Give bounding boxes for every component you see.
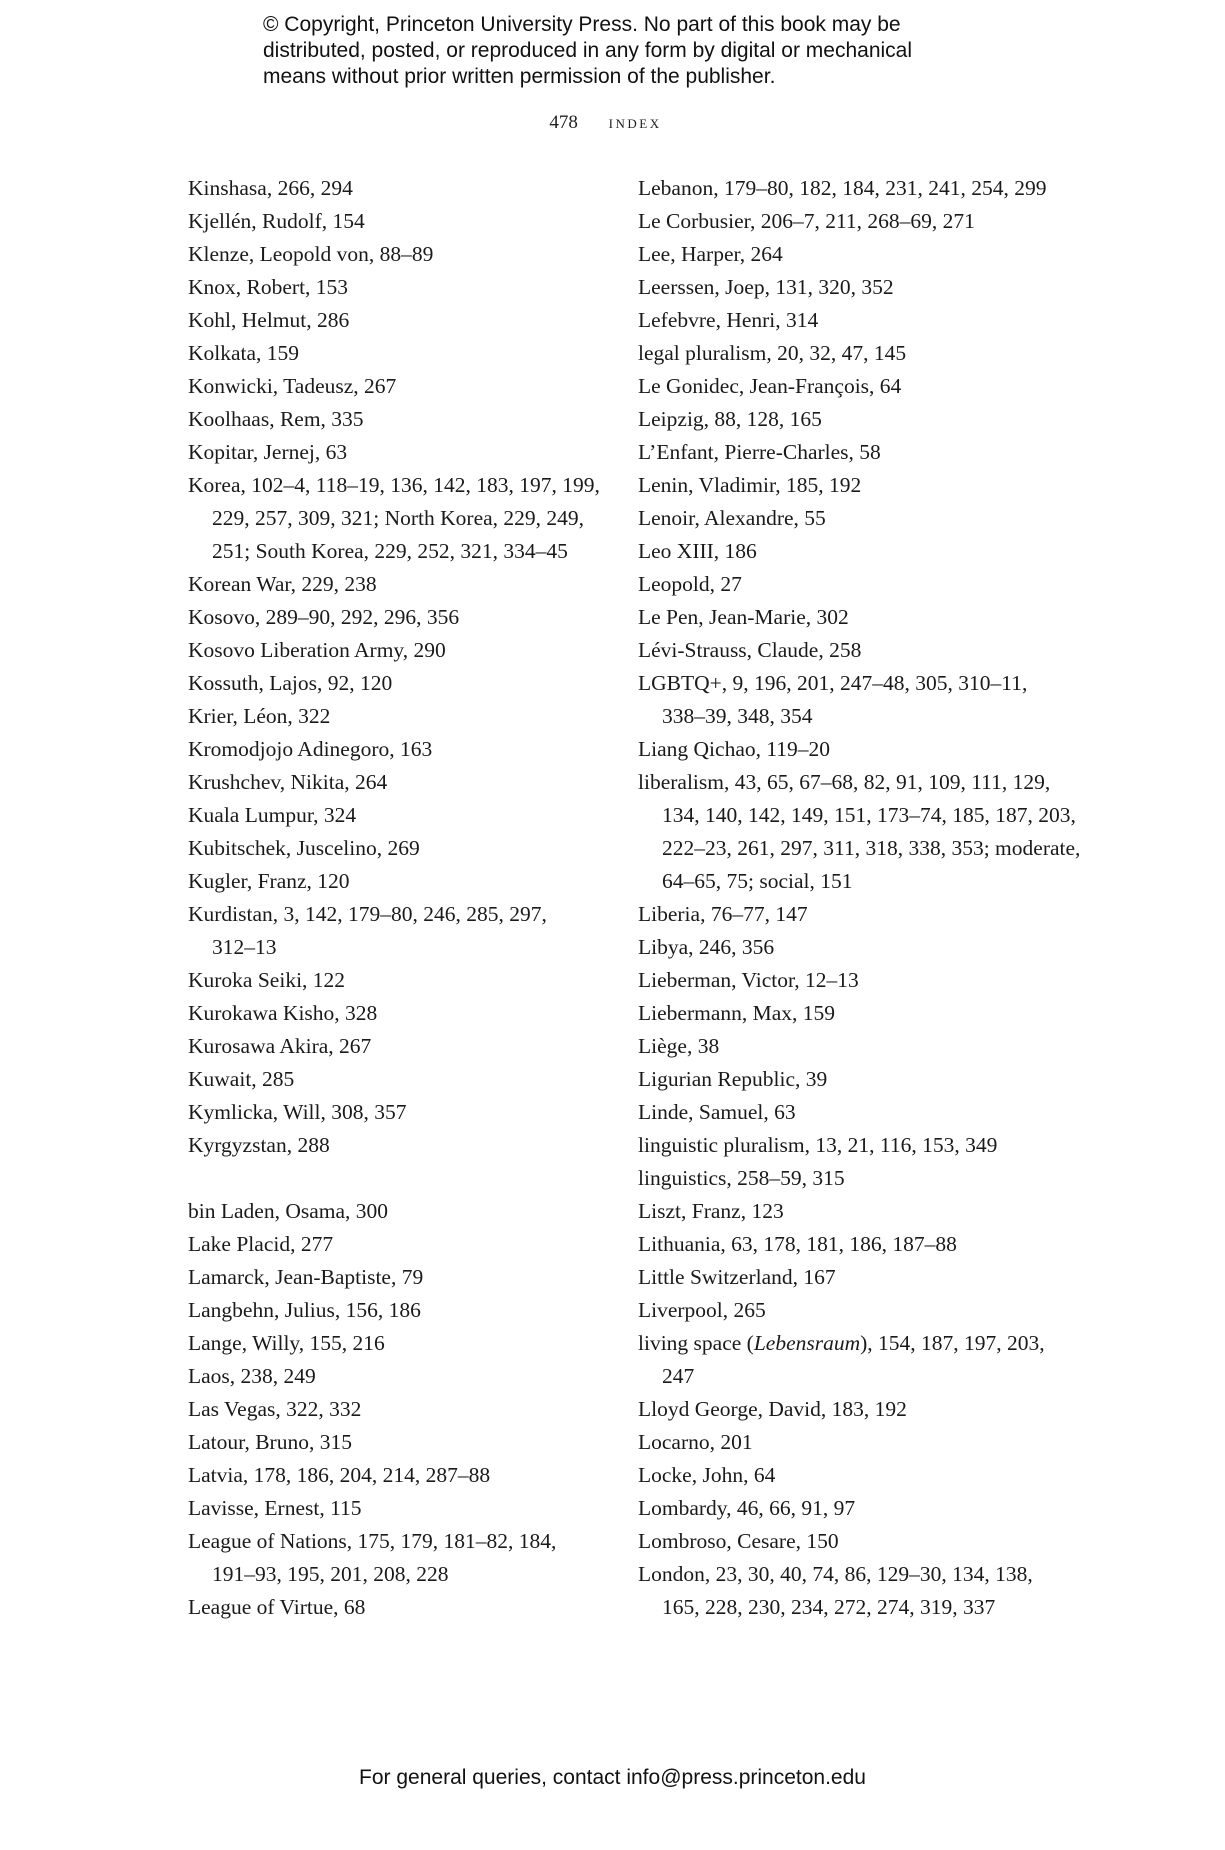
index-entry xyxy=(188,766,608,799)
index-column-left xyxy=(188,172,608,1624)
index-entry-line: Lamarck, Jean-Baptiste, 79 xyxy=(188,1265,424,1289)
index-entry xyxy=(188,271,608,304)
index-entry xyxy=(638,568,1058,601)
index-entry-line: L’Enfant, Pierre-Charles, 58 xyxy=(638,440,881,464)
index-entry-line: living space (Lebensraum), 154, 187, 197, 203, xyxy=(638,1331,1045,1355)
index-entry xyxy=(638,1162,1058,1195)
index-entry-line: Korean War, 229, 238 xyxy=(188,572,377,596)
index-column-right xyxy=(638,172,1081,1624)
index-entry xyxy=(638,1459,1058,1492)
index-entry-line: Kohl, Helmut, 286 xyxy=(188,308,350,332)
index-entry xyxy=(638,205,1058,238)
index-entry-continuation: 312–13 xyxy=(212,935,277,959)
index-entry xyxy=(638,667,1058,733)
index-entry xyxy=(188,469,608,568)
index-entry-line: Krier, Léon, 322 xyxy=(188,704,331,728)
index-entry xyxy=(188,1360,608,1393)
index-entry xyxy=(638,172,1058,205)
index-entry-line: Locke, John, 64 xyxy=(638,1463,776,1487)
index-entry xyxy=(188,1393,608,1426)
page-number: 478 xyxy=(549,112,578,133)
index-entry xyxy=(188,733,608,766)
index-entry-line: Lee, Harper, 264 xyxy=(638,242,783,266)
index-entry xyxy=(188,667,608,700)
index-entry xyxy=(638,1393,1058,1426)
index-entry-line: Lange, Willy, 155, 216 xyxy=(188,1331,385,1355)
index-entry-line: Locarno, 201 xyxy=(638,1430,753,1454)
index-entry xyxy=(188,1261,608,1294)
index-entry-line: Latvia, 178, 186, 204, 214, 287–88 xyxy=(188,1463,491,1487)
index-entry-line: Las Vegas, 322, 332 xyxy=(188,1397,362,1421)
index-entry xyxy=(188,238,608,271)
index-entry-line: Kolkata, 159 xyxy=(188,341,300,365)
index-entry-line: Linde, Samuel, 63 xyxy=(638,1100,796,1124)
index-entry-line: Kossuth, Lajos, 92, 120 xyxy=(188,671,393,695)
index-entry-line: Libya, 246, 356 xyxy=(638,935,775,959)
index-entry xyxy=(638,1327,1058,1393)
index-entry xyxy=(638,1228,1058,1261)
index-entry xyxy=(188,1063,608,1096)
index-entry xyxy=(638,271,1058,304)
index-entry-line: Kuala Lumpur, 324 xyxy=(188,803,357,827)
index-entry xyxy=(188,1096,608,1129)
index-entry xyxy=(638,766,1081,898)
index-entry xyxy=(188,337,608,370)
index-entry-line: Lombardy, 46, 66, 91, 97 xyxy=(638,1496,856,1520)
index-entry-line: Liebermann, Max, 159 xyxy=(638,1001,836,1025)
index-entry-line: Leerssen, Joep, 131, 320, 352 xyxy=(638,275,894,299)
section-title: index xyxy=(608,112,662,133)
index-group-k xyxy=(188,172,608,1162)
index-entry xyxy=(638,1261,1058,1294)
index-entry-line: League of Nations, 175, 179, 181–82, 184, xyxy=(188,1529,557,1553)
index-entry-line: Lévi-Strauss, Claude, 258 xyxy=(638,638,862,662)
index-entry-line: Kyrgyzstan, 288 xyxy=(188,1133,330,1157)
index-entry xyxy=(188,172,608,205)
index-entry xyxy=(188,898,608,964)
index-entry xyxy=(638,1030,1058,1063)
index-entry xyxy=(188,964,608,997)
footer-contact: For general queries, contact info@press.princeton.edu xyxy=(359,1766,866,1789)
index-entry-line: Leo XIII, 186 xyxy=(638,539,757,563)
index-entry-line: liberalism, 43, 65, 67–68, 82, 91, 109, 111, 129, xyxy=(638,770,1051,794)
index-entry-line: legal pluralism, 20, 32, 47, 145 xyxy=(638,341,907,365)
index-entry-line: Kinshasa, 266, 294 xyxy=(188,176,353,200)
index-entry-line: Little Switzerland, 167 xyxy=(638,1265,836,1289)
index-entry xyxy=(188,1195,608,1228)
index-entry xyxy=(638,337,1058,370)
index-entry-line: Lieberman, Victor, 12–13 xyxy=(638,968,859,992)
index-entry-continuation: 338–39, 348, 354 xyxy=(662,704,813,728)
index-entry xyxy=(188,1492,608,1525)
index-entry xyxy=(638,1294,1058,1327)
index-entry-line: Konwicki, Tadeusz, 267 xyxy=(188,374,397,398)
index-entry-continuation: 251; South Korea, 229, 252, 321, 334–45 xyxy=(212,539,568,563)
index-entry-line: Knox, Robert, 153 xyxy=(188,275,349,299)
index-entry-line: Le Pen, Jean-Marie, 302 xyxy=(638,605,849,629)
index-entry xyxy=(188,568,608,601)
index-entry-line: Korea, 102–4, 118–19, 136, 142, 183, 197, 199, xyxy=(188,473,600,497)
index-entry xyxy=(638,1129,1058,1162)
index-entry xyxy=(638,1426,1058,1459)
index-group-l-continued xyxy=(638,172,1081,1624)
index-entry-line: Lombroso, Cesare, 150 xyxy=(638,1529,839,1553)
index-entry-line: Lithuania, 63, 178, 181, 186, 187–88 xyxy=(638,1232,957,1256)
index-entry-line: Leopold, 27 xyxy=(638,572,742,596)
index-entry-line: Kurdistan, 3, 142, 179–80, 246, 285, 297, xyxy=(188,902,547,926)
index-entry-line: Ligurian Republic, 39 xyxy=(638,1067,828,1091)
index-entry-line: linguistics, 258–59, 315 xyxy=(638,1166,845,1190)
index-entry-line: Langbehn, Julius, 156, 186 xyxy=(188,1298,421,1322)
index-entry-line: Kosovo Liberation Army, 290 xyxy=(188,638,446,662)
index-entry xyxy=(188,832,608,865)
index-entry-line: Liverpool, 265 xyxy=(638,1298,766,1322)
index-entry-line: Liberia, 76–77, 147 xyxy=(638,902,808,926)
copyright-line: distributed, posted, or reproduced in any form by digital or mechanical xyxy=(263,39,913,62)
index-entry xyxy=(638,1195,1058,1228)
index-entry xyxy=(188,634,608,667)
index-entry-line: Lake Placid, 277 xyxy=(188,1232,334,1256)
index-entry-line: League of Virtue, 68 xyxy=(188,1595,366,1619)
index-entry-line: Lenoir, Alexandre, 55 xyxy=(638,506,826,530)
index-entry xyxy=(188,700,608,733)
index-entry-line: Laos, 238, 249 xyxy=(188,1364,316,1388)
index-entry xyxy=(638,997,1058,1030)
index-entry-line: Leipzig, 88, 128, 165 xyxy=(638,407,822,431)
index-entry xyxy=(188,1525,608,1591)
index-entry xyxy=(638,733,1058,766)
index-entry-line: Kuwait, 285 xyxy=(188,1067,295,1091)
index-entry xyxy=(188,997,608,1030)
index-entry-continuation: 222–23, 261, 297, 311, 318, 338, 353; moderate, xyxy=(662,836,1081,860)
index-entry-continuation: 191–93, 195, 201, 208, 228 xyxy=(212,1562,449,1586)
index-entry xyxy=(188,1228,608,1261)
index-entry-line: Liang Qichao, 119–20 xyxy=(638,737,831,761)
index-entry xyxy=(638,898,1058,931)
index-entry xyxy=(638,1525,1058,1558)
index-entry-line: bin Laden, Osama, 300 xyxy=(188,1199,389,1223)
index-entry xyxy=(638,1558,1058,1624)
index-entry xyxy=(188,1591,608,1624)
index-entry-line: LGBTQ+, 9, 196, 201, 247–48, 305, 310–11, xyxy=(638,671,1028,695)
index-entry xyxy=(188,799,608,832)
index-entry-continuation: 134, 140, 142, 149, 151, 173–74, 185, 187, 203, xyxy=(662,803,1076,827)
index-entry xyxy=(638,370,1058,403)
index-entry-continuation: 247 xyxy=(662,1364,695,1388)
index-entry-line: Lavisse, Ernest, 115 xyxy=(188,1496,362,1520)
index-entry xyxy=(638,304,1058,337)
index-entry xyxy=(188,1294,608,1327)
index-entry-line: Le Gonidec, Jean-François, 64 xyxy=(638,374,902,398)
index-entry-line: linguistic pluralism, 13, 21, 116, 153, 349 xyxy=(638,1133,998,1157)
index-entry-line: Kugler, Franz, 120 xyxy=(188,869,350,893)
index-entry-continuation: 64–65, 75; social, 151 xyxy=(662,869,853,893)
index-entry xyxy=(188,865,608,898)
index-entry xyxy=(188,370,608,403)
index-entry-line: Kosovo, 289–90, 292, 296, 356 xyxy=(188,605,460,629)
index-entry-line: Kymlicka, Will, 308, 357 xyxy=(188,1100,407,1124)
index-entry xyxy=(188,436,608,469)
index-entry xyxy=(638,1096,1058,1129)
index-entry-line: Lloyd George, David, 183, 192 xyxy=(638,1397,907,1421)
index-entry-line: Le Corbusier, 206–7, 211, 268–69, 271 xyxy=(638,209,975,233)
index-entry xyxy=(188,601,608,634)
group-separator xyxy=(188,1162,608,1195)
index-entry xyxy=(638,469,1058,502)
index-entry xyxy=(188,205,608,238)
index-entry xyxy=(188,1129,608,1162)
index-entry-line: Kjellén, Rudolf, 154 xyxy=(188,209,365,233)
index-entry-line: London, 23, 30, 40, 74, 86, 129–30, 134, 138, xyxy=(638,1562,1033,1586)
index-entry xyxy=(638,238,1058,271)
index-entry-line: Latour, Bruno, 315 xyxy=(188,1430,352,1454)
index-entry-line: Kurokawa Kisho, 328 xyxy=(188,1001,378,1025)
copyright-line: © Copyright, Princeton University Press. No part of this book may be xyxy=(263,13,901,36)
index-entry xyxy=(638,931,1058,964)
index-entry xyxy=(638,1063,1058,1096)
index-entry-continuation: 229, 257, 309, 321; North Korea, 229, 249, xyxy=(212,506,585,530)
index-entry-line: Lefebvre, Henri, 314 xyxy=(638,308,819,332)
index-entry xyxy=(638,436,1058,469)
index-entry xyxy=(188,1459,608,1492)
index-entry xyxy=(638,634,1058,667)
index-entry xyxy=(638,403,1058,436)
index-entry-line: Koolhaas, Rem, 335 xyxy=(188,407,364,431)
index-entry xyxy=(188,403,608,436)
index-entry-line: Krushchev, Nikita, 264 xyxy=(188,770,388,794)
index-entry xyxy=(638,502,1058,535)
index-entry xyxy=(188,1030,608,1063)
index-entry xyxy=(188,1327,608,1360)
running-head xyxy=(0,112,1225,134)
index-entry xyxy=(188,304,608,337)
index-entry-line: Kubitschek, Juscelino, 269 xyxy=(188,836,420,860)
index-entry-continuation: 165, 228, 230, 234, 272, 274, 319, 337 xyxy=(662,1595,996,1619)
index-entry xyxy=(638,601,1058,634)
copyright-notice xyxy=(263,12,1023,90)
index-entry xyxy=(638,1492,1058,1525)
index-entry xyxy=(638,964,1058,997)
index-group-l xyxy=(188,1195,608,1624)
copyright-line: means without prior written permission of the publisher. xyxy=(263,65,776,88)
index-entry-line: Liszt, Franz, 123 xyxy=(638,1199,784,1223)
index-entry-line: Kromodjojo Adinegoro, 163 xyxy=(188,737,433,761)
index-entry-line: Kopitar, Jernej, 63 xyxy=(188,440,348,464)
index-entry-line: Klenze, Leopold von, 88–89 xyxy=(188,242,434,266)
index-entry xyxy=(638,535,1058,568)
index-entry-line: Liège, 38 xyxy=(638,1034,720,1058)
index-entry xyxy=(188,1426,608,1459)
index-entry-line: Kurosawa Akira, 267 xyxy=(188,1034,372,1058)
italic-term: Lebensraum xyxy=(753,1331,861,1355)
index-entry-line: Kuroka Seiki, 122 xyxy=(188,968,346,992)
index-entry-line: Lebanon, 179–80, 182, 184, 231, 241, 254, 299 xyxy=(638,176,1047,200)
index-entry-line: Lenin, Vladimir, 185, 192 xyxy=(638,473,862,497)
